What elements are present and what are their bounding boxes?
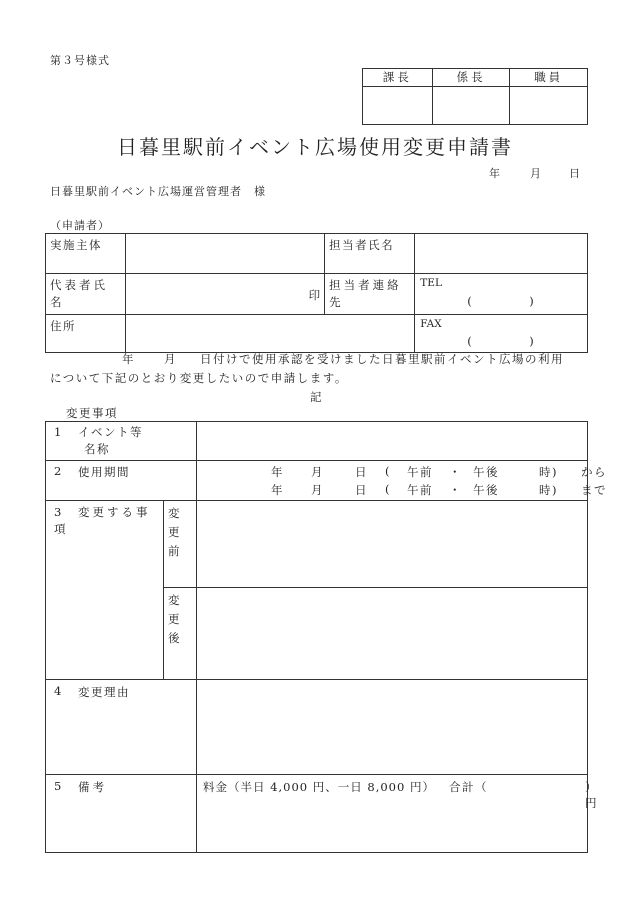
period-from-pm: 午後 (473, 465, 499, 479)
seal-mark: 印 (308, 288, 321, 302)
period-to-hour: 時) (539, 483, 558, 497)
change-before-field[interactable] (197, 501, 588, 588)
after-label-char: 変 (168, 593, 181, 607)
period-label-text: 使用期間 (78, 465, 130, 479)
date-day: 日 (569, 167, 581, 180)
period-from-dot: ・ (449, 465, 462, 479)
items-table (45, 421, 607, 853)
changes-label: 変更事項 (66, 406, 118, 420)
event-no: 1 (54, 425, 63, 439)
reason-no: 4 (54, 684, 63, 698)
date-month: 月 (530, 167, 542, 180)
approval-header: 課長 (363, 69, 433, 87)
approval-stamp-cell[interactable] (363, 87, 433, 125)
fee-text: 料金（半日 4,000 円、一日 8,000 円） (203, 780, 435, 794)
period-from-day: 日 (355, 465, 368, 479)
period-from-month: 月 (311, 465, 324, 479)
ki-mark: 記 (310, 390, 323, 404)
fax-field[interactable] (415, 315, 588, 353)
rep-name-field[interactable] (125, 274, 325, 315)
period-row-to (197, 482, 630, 500)
after-label-char: 更 (168, 612, 181, 626)
fax-paren-close: ) (529, 334, 534, 348)
approval-stamp-table (362, 68, 588, 125)
rep-label-line2: 名 (50, 295, 63, 309)
period-to-am: 午前 (407, 483, 433, 497)
event-label-line2: 名称 (84, 442, 110, 456)
remarks-no: 5 (54, 779, 63, 793)
period-to-day: 日 (355, 483, 368, 497)
period-field[interactable] (197, 461, 607, 501)
reason-label-text: 変更理由 (78, 685, 130, 699)
after-label (164, 588, 197, 680)
before-label-char: 前 (168, 544, 181, 558)
after-label-char: 後 (168, 631, 181, 645)
change-label (46, 501, 164, 680)
period-label (46, 461, 197, 501)
period-to-pm: 午後 (473, 483, 499, 497)
body-line2: について下記のとおり変更したいので申請します。 (50, 371, 348, 385)
fax-paren-open: ( (467, 334, 472, 348)
applicant-table (45, 233, 588, 353)
period-no: 2 (54, 464, 63, 478)
form-number: 第３号様式 (50, 54, 110, 67)
contact-info-label (325, 274, 415, 315)
before-label-char: 変 (168, 506, 181, 520)
org-label: 実施主体 (46, 234, 126, 274)
change-after-field[interactable] (197, 588, 588, 680)
remarks-label-text: 備考 (78, 780, 107, 794)
before-label-char: 更 (168, 525, 181, 539)
reason-label (46, 680, 197, 775)
tel-field[interactable] (415, 274, 588, 315)
approval-stamp-cell[interactable] (510, 87, 588, 125)
addressee: 日暮里駅前イベント広場運営管理者 様 (50, 185, 266, 198)
contact-name-field[interactable] (415, 234, 588, 274)
total-label: 合計（ (449, 780, 488, 794)
body-year: 年 (122, 352, 135, 366)
before-label (164, 501, 197, 588)
event-name-field[interactable] (197, 422, 588, 461)
approval-stamp-cell[interactable] (432, 87, 510, 125)
period-to-made: まで (581, 483, 607, 497)
event-label-line1: イベント等 (78, 425, 143, 439)
change-no: 3 (54, 505, 63, 519)
tel-paren-open: ( (467, 294, 472, 308)
org-field[interactable] (125, 234, 325, 274)
tel-paren-close: ) (529, 294, 534, 308)
rep-label-line1: 代表者氏 (50, 278, 108, 292)
period-from-year: 年 (271, 465, 284, 479)
contact-info-label-line1: 担当者連絡 (329, 278, 402, 292)
approval-header: 係長 (432, 69, 510, 87)
body-month: 月 (164, 352, 177, 366)
remarks-label (46, 775, 197, 853)
event-label (46, 422, 197, 461)
address-label: 住所 (46, 315, 126, 353)
body-line1: 日付けで使用承認を受けました日暮里駅前イベント広場の利用 (200, 352, 564, 366)
approval-header: 職員 (510, 69, 588, 87)
period-row-from (197, 464, 630, 482)
period-from-kara: から (581, 465, 607, 479)
period-to-paren: ( (385, 482, 391, 496)
contact-info-label-line2: 先 (329, 295, 343, 309)
period-from-am: 午前 (407, 465, 433, 479)
date-year: 年 (489, 167, 501, 180)
remarks-field[interactable] (197, 775, 598, 853)
tel-label: TEL (420, 277, 442, 289)
applicant-label: （申請者） (50, 219, 110, 232)
change-label-line1: 変更する事 (78, 505, 151, 519)
address-field[interactable] (125, 315, 415, 353)
rep-label (46, 274, 126, 315)
reason-field[interactable] (197, 680, 588, 775)
document-title: 日暮里駅前イベント広場使用変更申請書 (117, 135, 513, 159)
contact-name-label: 担当者氏名 (325, 234, 415, 274)
period-to-month: 月 (311, 483, 324, 497)
period-to-dot: ・ (449, 483, 462, 497)
period-from-paren: ( (385, 464, 391, 478)
total-close: ）円 (585, 780, 598, 810)
change-label-line2: 項 (54, 522, 67, 536)
period-to-year: 年 (271, 483, 284, 497)
period-from-hour: 時) (539, 465, 558, 479)
fax-label: FAX (420, 318, 442, 330)
